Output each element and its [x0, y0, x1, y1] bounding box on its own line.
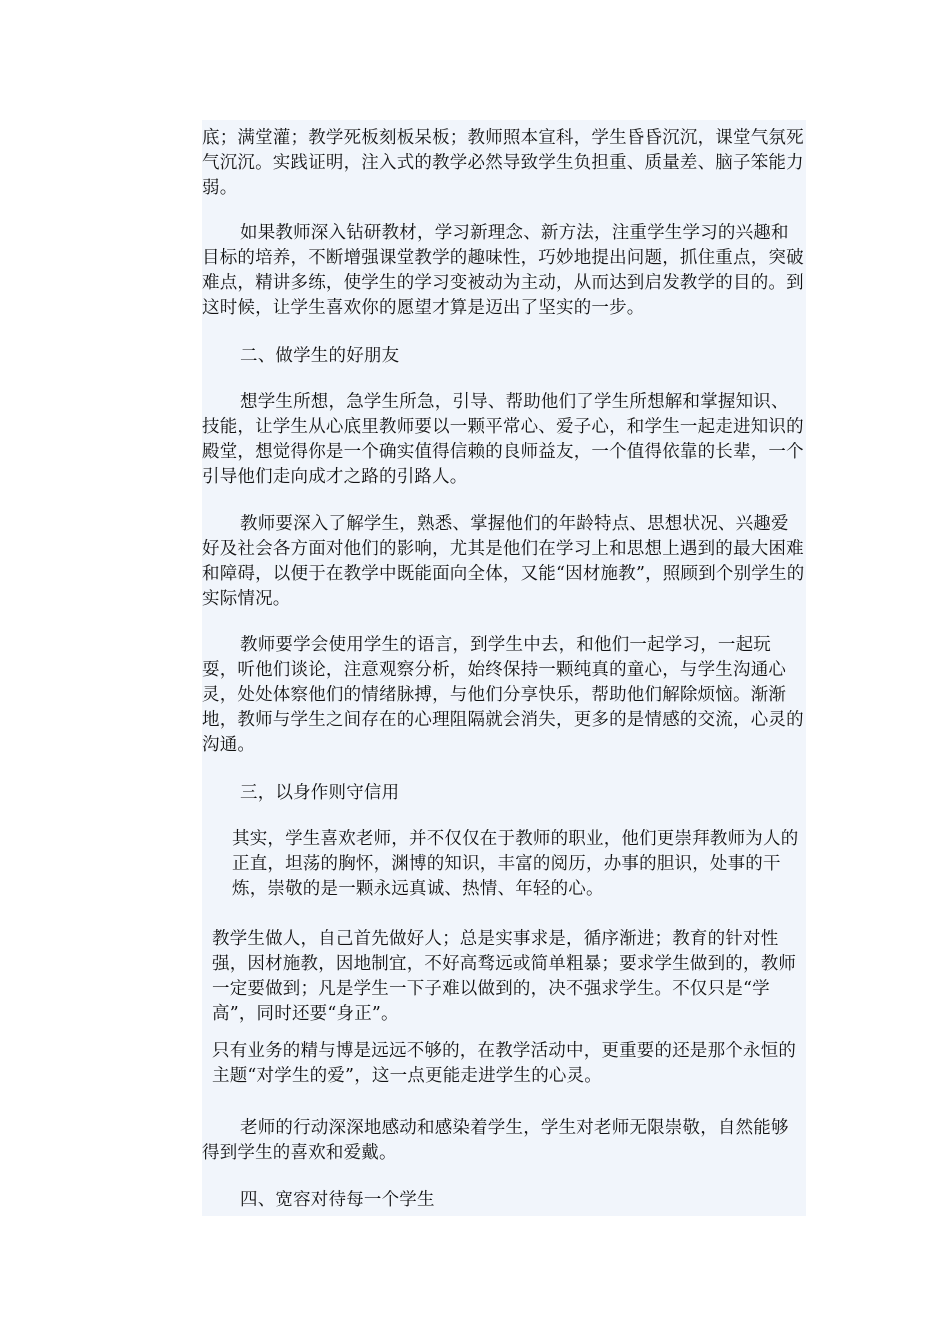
paragraph-love-for-students: 只有业务的精与博是远远不够的，在教学活动中，更重要的还是那个永恒的主题“对学生的爱”，这一点更能走进学生的心灵。: [212, 1041, 797, 1086]
paragraph-student-language: 教师要学会使用学生的语言，到学生中去，和他们一起学习，一起玩耍，听他们谈论，注意观察分析，始终保持一颗纯真的童心，与学生沟通心灵，处处体察他们的情绪脉搏，与他们分享快乐，帮助他们解除烦恼。渐渐地，教师与学生之间存在的心理阻隔就会消失，更多的是情感的交流，心灵的沟通。: [202, 635, 804, 755]
paragraph-intro-continuation: 底；满堂灌；教学死板刻板呆板；教师照本宣科，学生昏昏沉沉，课堂气氛死气沉沉。实践证明，注入式的教学必然导致学生负担重、质量差、脑子笨能力弱。: [202, 128, 804, 198]
article-body: [202, 120, 806, 1216]
paragraph-teacher-study: 如果教师深入钻研教材，学习新理念、新方法，注重学生学习的兴趣和目标的培养，不断增强课堂教学的趣味性，巧妙地提出问题，抓住重点，突破难点，精讲多练，使学生的学习变被动为主动，从而达到启发教学的目的。到这时候，让学生喜欢你的愿望才算是迈出了坚实的一步。: [202, 223, 804, 318]
paragraph-teach-by-example: 教学生做人，自己首先做好人；总是实事求是，循序渐进；教育的针对性强，因材施教，因地制宜，不好高骛远或简单粗暴；要求学生做到的，教师一定要做到；凡是学生一下子难以做到的，决不强求学生。不仅只是“学高”，同时还要“身正”。: [212, 929, 797, 1024]
paragraph-teacher-actions: 老师的行动深深地感动和感染着学生，学生对老师无限崇敬，自然能够得到学生的喜欢和爱戴。: [202, 1118, 789, 1163]
section-heading-two: 二、做学生的好朋友: [240, 346, 400, 366]
section-heading-three: 三，以身作则守信用: [240, 783, 400, 803]
paragraph-admire-teacher: 其实，学生喜欢老师，并不仅仅在于教师的职业，他们更崇拜教师为人的正直，坦荡的胸怀，渊博的知识，丰富的阅历，办事的胆识，处事的干炼，崇敬的是一颗永远真诚、热情、年轻的心。: [232, 829, 799, 899]
section-heading-four: 四、宽容对待每一个学生: [240, 1190, 435, 1210]
paragraph-understand-students: 教师要深入了解学生，熟悉、掌握他们的年龄特点、思想状况、兴趣爱好及社会各方面对他们的影响，尤其是他们在学习上和思想上遇到的最大困难和障碍，以便于在教学中既能面向全体，又能“因材施教”，照顾到个别学生的实际情况。: [202, 514, 805, 609]
paragraph-think-like-students: 想学生所想，急学生所急，引导、帮助他们了学生所想解和掌握知识、技能，让学生从心底里教师要以一颗平常心、爱子心，和学生一起走进知识的殿堂，想觉得你是一个确实值得信赖的良师益友，一个值得依靠的长辈，一个引导他们走向成才之路的引路人。: [202, 392, 804, 487]
